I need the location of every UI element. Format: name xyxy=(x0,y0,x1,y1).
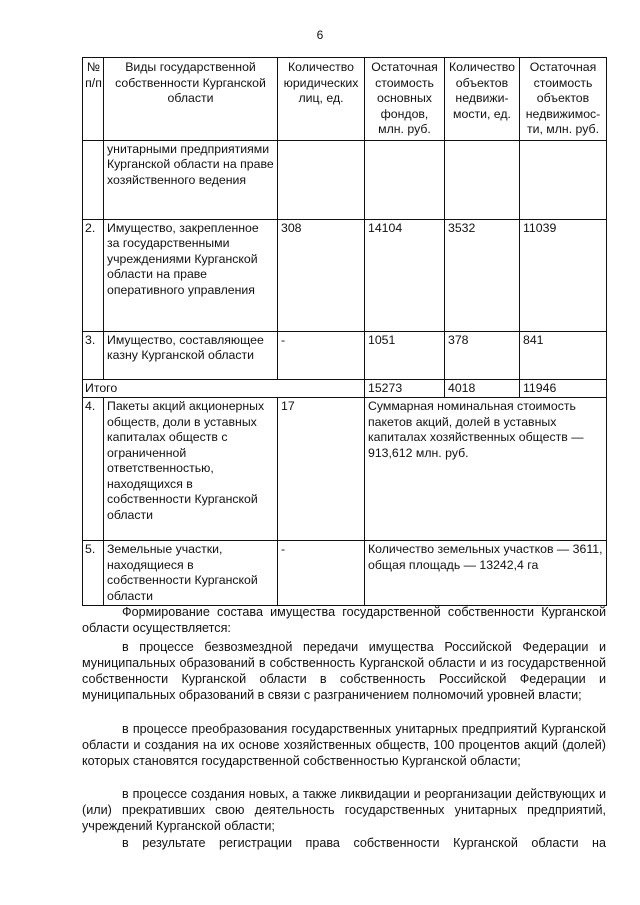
row-cont-realty-count xyxy=(445,140,520,219)
paragraph-item-3 xyxy=(82,786,606,834)
table-row xyxy=(83,541,607,606)
paragraph-item-2 xyxy=(82,721,606,769)
header-entities: Количество юридических лиц, ед. xyxy=(278,58,365,141)
paragraph-item-4 xyxy=(82,835,606,851)
row-cont-num xyxy=(83,140,104,219)
row4-note: Суммарная номинальная стоимость пакетов акций, долей в уставных капиталах хозяйственных обществ — 913,612 млн. руб. xyxy=(365,398,607,541)
row4-kind: Пакеты акций акционерных обществ, доли в уставных капиталах обществ с ограниченной ответственностью, находящихся в собственности Курганской области xyxy=(104,398,278,541)
row-cont-entities xyxy=(278,140,365,219)
page-number: 6 xyxy=(316,28,324,42)
row3-entities: - xyxy=(278,331,365,379)
paragraph-intro xyxy=(82,604,606,636)
row-cont-kind: унитарными предприятиями Курганской области на праве хозяйственного ведения xyxy=(104,140,278,219)
row3-realty-count: 378 xyxy=(445,331,520,379)
table-row xyxy=(83,219,607,331)
row3-num: 3. xyxy=(83,331,104,379)
row4-entities: 17 xyxy=(278,398,365,541)
row3-kind: Имущество, составляющее казну Курганской области xyxy=(104,331,278,379)
table-row-total xyxy=(83,379,607,398)
row2-kind: Имущество, закрепленное за государственными учреждениями Курганской области на праве оперативного управления xyxy=(104,219,278,331)
row2-realty-count: 3532 xyxy=(445,219,520,331)
table-row xyxy=(83,140,607,219)
row5-num: 5. xyxy=(83,541,104,606)
row3-fixed-assets: 1051 xyxy=(365,331,445,379)
table-row xyxy=(83,398,607,541)
header-realty-value: Остаточная стоимость объектов недвижимос-ти, млн. руб. xyxy=(520,58,607,141)
row5-entities: - xyxy=(278,541,365,606)
total-label: Итого xyxy=(83,379,365,398)
paragraph-text: в результате регистрации права собственности Курганской области на xyxy=(122,836,606,850)
row2-entities: 308 xyxy=(278,219,365,331)
total-fixed-assets: 15273 xyxy=(365,379,445,398)
paragraph-text: Формирование состава имущества государственной собственности Курганской области осуществляется: xyxy=(82,605,606,635)
row5-kind: Земельные участки, находящиеся в собственности Курганской области xyxy=(104,541,278,606)
property-table xyxy=(82,57,607,606)
table-header-row xyxy=(83,58,607,141)
header-num: № п/п xyxy=(83,58,104,141)
row3-realty-value: 841 xyxy=(520,331,607,379)
paragraph-text: в процессе создания новых, а также ликвидации и реорганизации действующих и (или) прекративших свою деятельность государственных унитарных предприятий, учреждений Курганской области; xyxy=(82,787,606,833)
paragraph-text: в процессе преобразования государственных унитарных предприятий Курганской области и создания на их основе хозяйственных обществ, 100 процентов акций (долей) которых становятся государственной собственностью Курганской области; xyxy=(82,722,606,768)
paragraph-text: в процессе безвозмездной передачи имущества Российской Федерации и муниципальных образований в собственность Курганской области и из государственной собственности Курганской области в собственность Российской Федерации и муниципальных образований в связи с разграничением полномочий уровней власти; xyxy=(82,640,606,702)
row-cont-fixed-assets xyxy=(365,140,445,219)
row4-num: 4. xyxy=(83,398,104,541)
total-realty-count: 4018 xyxy=(445,379,520,398)
row2-realty-value: 11039 xyxy=(520,219,607,331)
row5-note: Количество земельных участков — 3611, общая площадь — 13242,4 га xyxy=(365,541,607,606)
header-fixed-assets: Остаточная стоимость основных фондов, млн. руб. xyxy=(365,58,445,141)
total-realty-value: 11946 xyxy=(520,379,607,398)
row2-num: 2. xyxy=(83,219,104,331)
header-kind: Виды государственной собственности Курганской области xyxy=(104,58,278,141)
header-realty-count: Количество объектов недвижи-мости, ед. xyxy=(445,58,520,141)
paragraph-item-1 xyxy=(82,639,606,703)
row-cont-realty-value xyxy=(520,140,607,219)
table-row xyxy=(83,331,607,379)
row2-fixed-assets: 14104 xyxy=(365,219,445,331)
